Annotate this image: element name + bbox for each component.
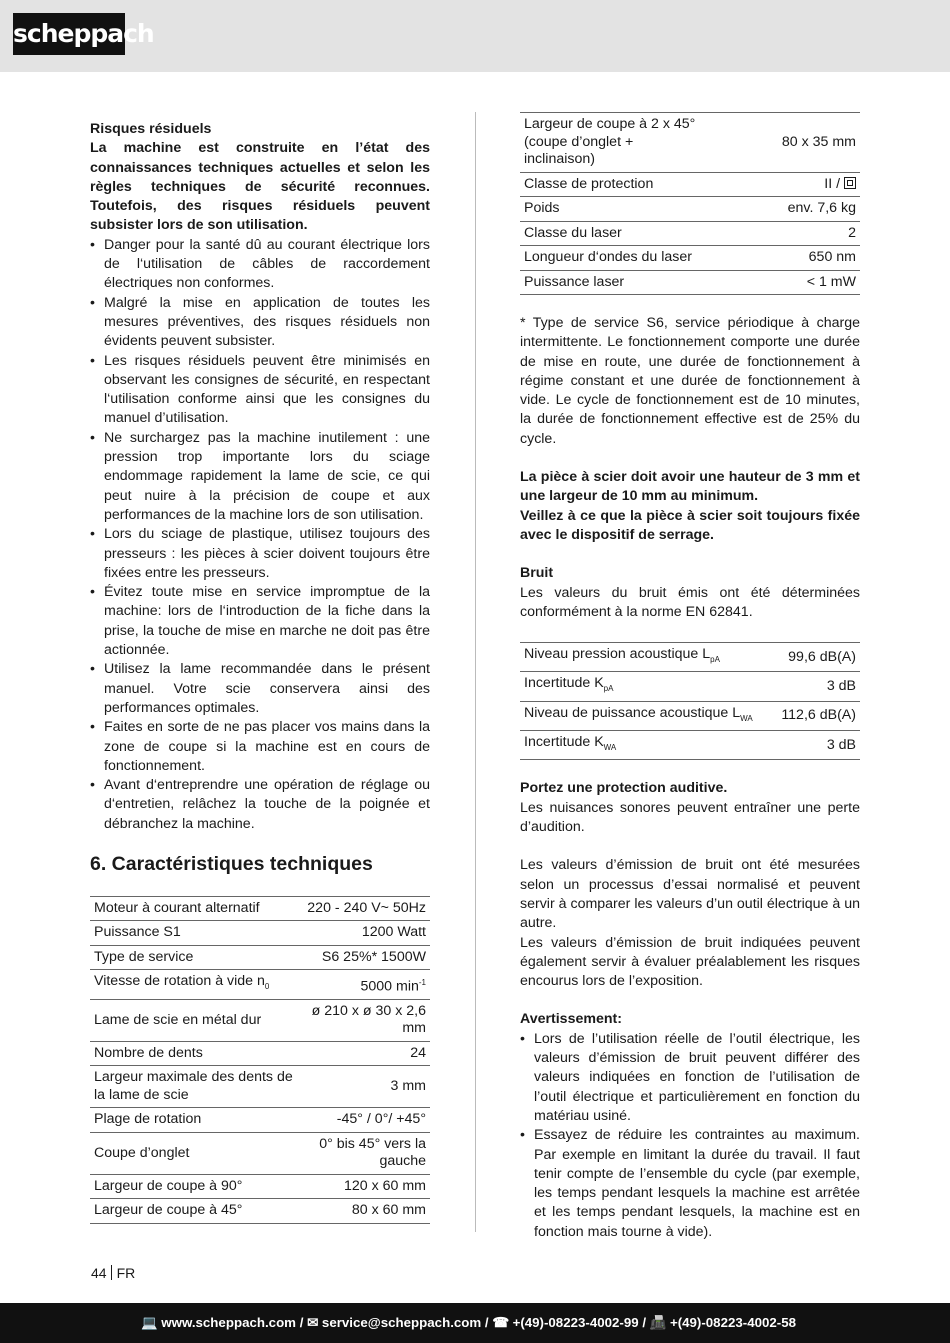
superscript: -1 — [418, 977, 426, 987]
spec-label: Classe de protection — [520, 172, 708, 197]
spec-label: Largeur de coupe à 90° — [90, 1174, 302, 1199]
table-row — [90, 1041, 430, 1066]
list-item: • Faites en sorte de ne pas placer vos mains dans la zone de coupe si la machine est en cours de fonctionnement. — [90, 718, 430, 776]
page-number — [91, 1265, 135, 1281]
column-divider — [475, 112, 476, 1232]
table-row — [90, 1199, 430, 1224]
spec-label: Vitesse de rotation à vide $n_0$ — [90, 970, 302, 999]
risks-list — [90, 236, 430, 834]
spec-value: 3 mm — [302, 1066, 430, 1108]
list-item: • Lors de l’utilisation réelle de l’outil électrique, les valeurs d’émission de bruit peuvent différer des valeurs indiquées en fonction de l’utilisation de l’outil électrique et particulièrement en fonction du matériau usiné. — [520, 1030, 860, 1126]
list-item: • Évitez toute mise en service impromptue de la machine: lors de l‘introduction de la fiche dans la prise, la touche de mise en marche ne doit pas être actionnée. — [90, 583, 430, 660]
workpiece-note: La pièce à scier doit avoir une hauteur de 3 mm et une largeur de 10 mm au minimum. — [520, 469, 860, 505]
spec-value: 5000 $\min^{-1}$ — [302, 970, 430, 999]
page-divider — [111, 1265, 112, 1280]
noise-label: Niveau pression acoustique $L_{pA}$ — [520, 643, 772, 672]
table-row — [520, 643, 860, 672]
spec-value: 650 nm — [708, 246, 860, 271]
hearing-text: Les nuisances sonores peuvent entraîner une perte d’audition. — [520, 799, 860, 836]
spec-label: Poids — [520, 197, 708, 222]
spec-value: 80 x 60 mm — [302, 1199, 430, 1224]
warning-title: Avertissement: — [520, 1011, 622, 1028]
list-item: • Avant d‘entreprendre une opération de réglage ou d‘entretien, relâchez la touche de la poignée et débranchez la machine. — [90, 776, 430, 834]
spec-label: Lame de scie en métal dur — [90, 999, 302, 1041]
spec-label: Puissance S1 — [90, 921, 302, 946]
noise-table — [520, 642, 860, 760]
table-row — [90, 999, 430, 1041]
noise-label: Niveau de puissance acoustique $L_{WA}$ — [520, 701, 772, 730]
spec-value: 1200 Watt — [302, 921, 430, 946]
spec-value: S6 25%* 1500W — [302, 945, 430, 970]
list-item: • Essayez de réduire les contraintes au maximum. Par exemple en limitant la durée du travail. Il faut tenir compte de l’ensemble du cycle (par exemple, les temps pendant lesquels la machine est arrêtée et les temps pendant lesquels, la machine est en fonction mais tourne à vide). — [520, 1126, 860, 1242]
table-row — [90, 945, 430, 970]
specs-table — [90, 896, 430, 1224]
spec-label: Longueur d‘ondes du laser — [520, 246, 708, 271]
noise-label: Incertitude $K_{WA}$ — [520, 731, 772, 760]
table-row — [90, 1108, 430, 1133]
table-row — [520, 113, 860, 173]
list-item: • Utilisez la lame recommandée dans le présent manuel. Votre scie conservera ainsi des performances optimales. — [90, 660, 430, 718]
table-row — [90, 896, 430, 921]
section-heading: 6. Caractéristiques techniques — [90, 852, 373, 875]
spec-label: Largeur maximale des dents de la lame de scie — [90, 1066, 302, 1108]
emission-paragraph-1: Les valeurs d’émission de bruit ont été mesurées selon un processus d’essai normalisé et peuvent servir à comparer les valeurs d’un outil électrique à un autre. — [520, 857, 860, 932]
spec-value: II / — [708, 172, 860, 197]
risks-title: Risques résiduels — [90, 121, 212, 137]
spec-value: 2 — [708, 221, 860, 246]
spec-value: 24 — [302, 1041, 430, 1066]
hearing-title: Portez une protection auditive. — [520, 780, 728, 797]
page-number-value: 44 — [91, 1265, 107, 1281]
spec-value: -45° / 0°/ +45° — [302, 1108, 430, 1133]
spec-value: 0° bis 45° vers la gauche — [302, 1132, 430, 1174]
table-row — [520, 672, 860, 701]
spec-label: Moteur à courant alternatif — [90, 896, 302, 921]
spec-value: env. 7,6 kg — [708, 197, 860, 222]
table-row — [520, 731, 860, 760]
table-row — [520, 221, 860, 246]
specs-table-continued — [520, 112, 860, 295]
table-row — [520, 270, 860, 295]
header-bar — [0, 0, 950, 72]
spec-label: Puissance laser — [520, 270, 708, 295]
table-row — [90, 1132, 430, 1174]
table-row — [90, 921, 430, 946]
spec-value: 220 - 240 V~ 50Hz — [302, 896, 430, 921]
protection-class-icon — [844, 177, 856, 189]
list-item: • Malgré la mise en application de toutes les mesures préventives, des risques résiduels non évidents peuvent subsister. — [90, 294, 430, 352]
clamping-note: Veillez à ce que la pièce à scier soit toujours fixée avec le dispositif de serrage. — [520, 507, 860, 543]
list-item: • Ne surchargez pas la machine inutilement : une pression trop importante lors du sciage endommage rapidement la lame de scie, ce qui peut nuire à la précision de coupe et aux performances de la machine lors de son utilisation. — [90, 429, 430, 525]
right-column — [520, 112, 860, 1242]
list-item: • Lors du sciage de plastique, utilisez toujours des presseurs : les pièces à scier doivent toujours être fixées entre les presseurs. — [90, 525, 430, 583]
table-row — [520, 172, 860, 197]
noise-value: 3 dB — [772, 731, 860, 760]
spec-label: Type de service — [90, 945, 302, 970]
table-row — [520, 701, 860, 730]
spec-label: Largeur de coupe à 45° — [90, 1199, 302, 1224]
spec-value: 80 x 35 mm — [708, 113, 860, 173]
table-row — [90, 970, 430, 999]
list-item: • Danger pour la santé dû au courant électrique lors de l‘utilisation de câbles de raccordement électriques non conformes. — [90, 236, 430, 294]
noise-value: 99,6 dB(A) — [772, 643, 860, 672]
noise-value: 112,6 dB(A) — [772, 701, 860, 730]
service-note: * Type de service S6, service périodique à charge intermittente. Le fonctionnement comporte une durée de mise en route, une durée de fonctionnement à régime constant et une durée de fonctionnement à vide. Le cycle de fonctionnement est de 10 minutes, la durée de fonctionnement effective est de 25% du cycle. — [520, 315, 860, 447]
spec-value: < 1 mW — [708, 270, 860, 295]
table-row — [520, 246, 860, 271]
noise-value: 3 dB — [772, 672, 860, 701]
spec-label: Classe du laser — [520, 221, 708, 246]
spec-label: Nombre de dents — [90, 1041, 302, 1066]
spec-value: ø 210 x ø 30 x 2,6 mm — [302, 999, 430, 1041]
noise-intro: Les valeurs du bruit émis ont été déterminées conformément à la norme EN 62841. — [520, 584, 860, 620]
spec-value: 120 x 60 mm — [302, 1174, 430, 1199]
warning-list — [520, 1030, 860, 1242]
footer-contact: 💻 www.scheppach.com / ✉ service@scheppach.com / ☎ +(49)-08223-4002-99 / 📠 +(49)-08223-4002-58 — [141, 1315, 796, 1330]
emission-paragraph-2: Les valeurs d’émission de bruit indiquées peuvent également servir à évaluer préalablement les risques encourus lors de l’exposition. — [520, 934, 860, 990]
spec-label: Plage de rotation — [90, 1108, 302, 1133]
list-item: • Les risques résiduels peuvent être minimisés en observant les consignes de sécurité, en respectant l‘utilisation conforme ainsi que les consignes du manuel d’utilisation. — [90, 352, 430, 429]
footer-bar — [0, 1303, 950, 1343]
table-row — [520, 197, 860, 222]
left-column — [90, 120, 430, 1224]
table-row — [90, 1174, 430, 1199]
spec-label: Coupe d’onglet — [90, 1132, 302, 1174]
risks-intro: La machine est construite en l’état des connaissances techniques actuelles et selon les règles techniques de sécurité reconnues. Toutefois, des risques résiduels peuvent subsister lors de son utilisation. — [90, 140, 430, 234]
subscript: 0 — [264, 982, 270, 992]
noise-label: Incertitude $K_{pA}$ — [520, 672, 772, 701]
brand-logo: scheppach — [13, 13, 125, 55]
noise-title: Bruit — [520, 565, 554, 582]
table-row — [90, 1066, 430, 1108]
page-language: FR — [116, 1265, 136, 1281]
spec-label: Largeur de coupe à 2 x 45° (coupe d’onglet + inclinaison) — [520, 113, 708, 173]
